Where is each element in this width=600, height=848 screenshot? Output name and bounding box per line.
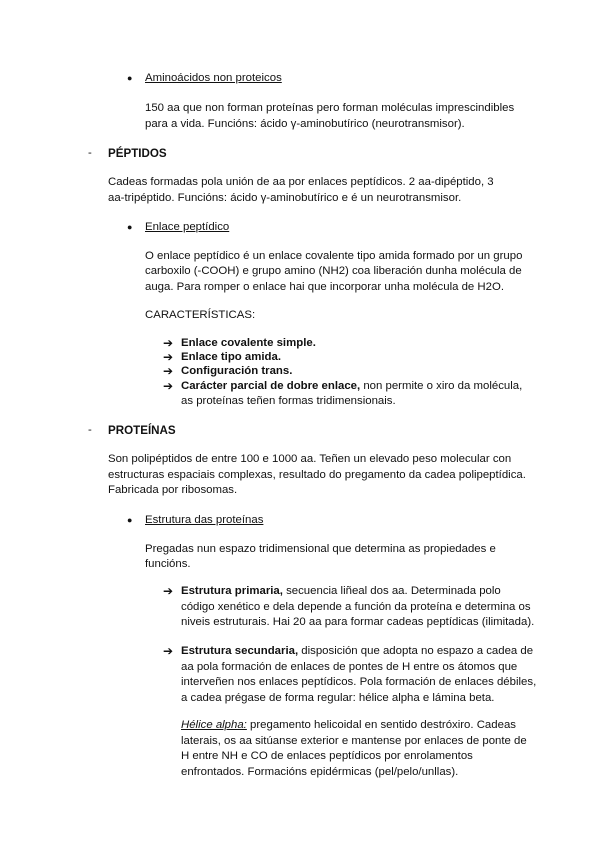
proteinas-line-1: Son polipéptidos de entre 100 e 1000 aa. Teñen un elevado peso molecular con: [108, 453, 512, 465]
helice-line-3: enfrontados. Formacións epidérmicas (pel/pelo/unllas).: [181, 766, 459, 778]
helice-line-2: H entre NH e CO de enlaces peptídicos por enrolamentos: [181, 750, 473, 762]
secundaria-first: disposición que adopta no espazo a cadea de: [298, 645, 534, 657]
secundaria-bold: Estrutura secundaria,: [181, 645, 299, 657]
estrutura-line-1: Pregadas nun espazo tridimensional que determina as propiedades e: [145, 543, 496, 555]
secundaria-line-3: a cadea prégase de forma regular: hélice alpha e lámina beta.: [181, 692, 495, 704]
arrow-icon: ➔: [163, 336, 174, 350]
primaria-line-0: [181, 584, 501, 600]
primaria-line-2: niveis estruturais. Hai 20 aa para formar cadeas peptídicas (ilimitada).: [181, 616, 535, 628]
secundaria-line-1: aa pola formación de enlaces de pontes de H entre os átomos que: [181, 661, 518, 673]
enlace-line-2: carboxilo (-COOH) e grupo amino (NH2) coa liberación dunha molécula de: [145, 265, 522, 277]
caracteristica-1: Enlace covalente simple.: [181, 337, 316, 349]
bullet-icon: ●: [127, 515, 133, 525]
proteinas-line-3: Fabricada por ribosomas.: [108, 484, 238, 496]
proteinas-heading: PROTEÍNAS: [108, 424, 176, 437]
primaria-bold: Estrutura primaria,: [181, 585, 283, 597]
bullet-icon: ●: [127, 222, 133, 232]
enlace-line-3: auga. Para romper o enlace hai que incorporar unha molécula de H2O.: [145, 281, 505, 293]
dash-marker: -: [88, 147, 92, 159]
caracteristica-3: Configuración trans.: [181, 365, 293, 377]
helice-line-0: [181, 718, 516, 734]
secundaria-line-2: interveñen nos enlaces peptídicos. Pola formación de enlaces débiles,: [181, 676, 537, 688]
bullet-icon: ●: [127, 73, 133, 83]
aa-line-2: para a vida. Funcións: ácido γ-aminobutírico (neurotransmisor).: [145, 118, 465, 130]
primaria-first: secuencia liñeal dos aa. Determinada polo: [282, 585, 501, 597]
peptidos-heading: PÉPTIDOS: [108, 147, 167, 160]
estrutura-heading: Estrutura das proteínas: [145, 514, 264, 526]
aa-line-1: 150 aa que non forman proteínas pero forman moléculas imprescindibles: [145, 102, 515, 114]
enlace-line-1: O enlace peptídico é un enlace covalente tipo amida formado por un grupo: [145, 250, 523, 262]
peptidos-line-1: Cadeas formadas pola unión de aa por enlaces peptídicos. 2 aa-dipéptido, 3: [108, 176, 494, 188]
caracteristica-4-cont: as proteínas teñen formas tridimensionais.: [181, 395, 396, 407]
arrow-icon: ➔: [163, 644, 174, 658]
helice-label: Hélice alpha:: [181, 719, 247, 731]
caracteristica-2: Enlace tipo amida.: [181, 351, 282, 363]
caracteristicas-label: CARACTERÍSTICAS:: [145, 309, 256, 321]
arrow-icon: ➔: [163, 379, 174, 393]
caracteristica-4-bold: Carácter parcial de dobre enlace,: [181, 380, 361, 392]
arrow-icon: ➔: [163, 584, 174, 598]
estrutura-line-2: funcións.: [145, 558, 191, 570]
caracteristica-4-text: non permite o xiro da molécula,: [360, 380, 523, 392]
caracteristica-4: [181, 379, 522, 395]
arrow-icon: ➔: [163, 350, 174, 364]
proteinas-line-2: estructuras espaciais complexas, resultado do pregamento da cadea polipeptídica.: [108, 469, 526, 481]
dash-marker: -: [88, 424, 92, 436]
peptidos-line-2: aa-tripéptido. Funcións: ácido γ-aminobutírico e é un neurotransmisor.: [108, 192, 462, 204]
aa-non-proteicos-heading: Aminoácidos non proteicos: [145, 72, 282, 84]
helice-first: pregamento helicoidal en sentido destróxiro. Cadeas: [246, 719, 516, 731]
arrow-icon: ➔: [163, 364, 174, 378]
enlace-peptidico-heading: Enlace peptídico: [145, 221, 230, 233]
primaria-line-1: código xenético e dela depende a función da proteína e determina os: [181, 601, 531, 613]
helice-line-1: laterais, os aa sitúanse exterior e mantense por enlaces de ponte de: [181, 735, 527, 747]
secundaria-line-0: [181, 644, 533, 660]
